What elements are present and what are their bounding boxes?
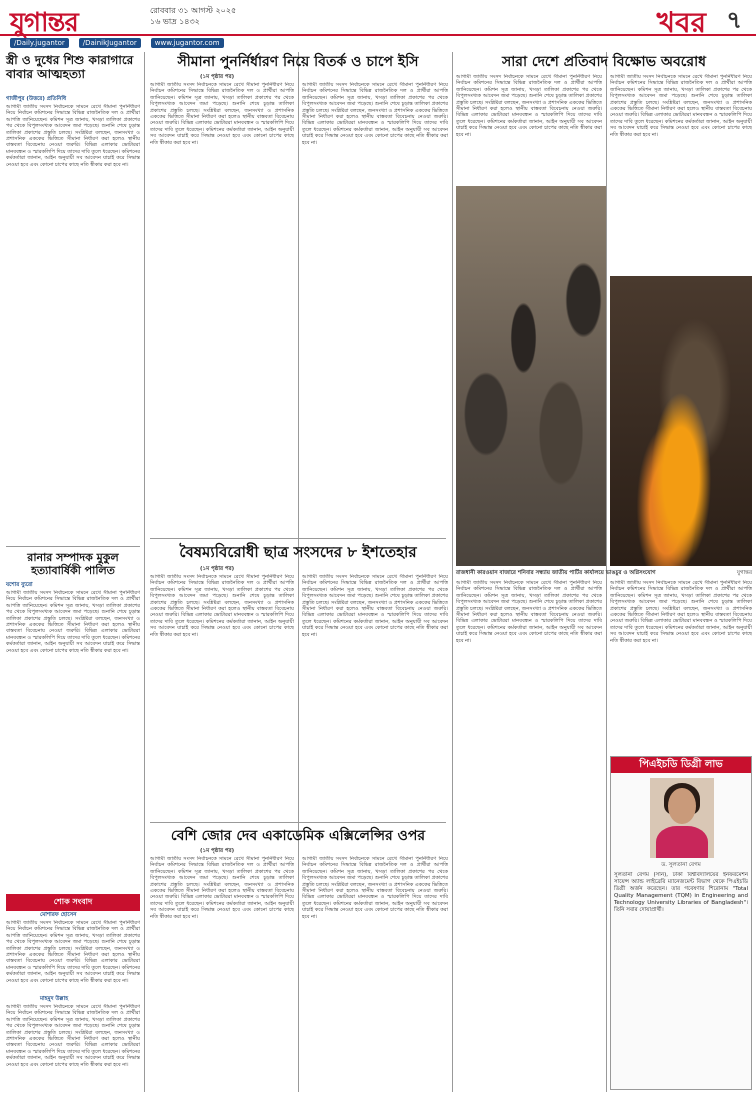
portrait-name: ড. সুলতানা বেগম [661,862,701,868]
article-body: আগামী জাতীয় সংসদ নির্বাচনকে সামনে রেখে সীমানা পুনর্নির্ধারণ নিয়ে নির্বাচন কমিশনের সিদ্ধান্তে বিভিন্ন রাজনৈতিক দল ও প্রার্থীরা আপত্তি জানিয়েছেন। কমিশন সূত্র জানায়, খসড়া তালিকা প্রকাশের পর থেকে বিপুলসংখ্যক আবেদন জমা পড়েছে। শুনানি শেষে চূড়ান্ত তালিকা প্রকাশের প্রস্তুতি চলছে। সংশ্লিষ্টরা বলছেন, জনসংখ্যা ও প্রশাসনিক এককের ভিত্তিতে সীমানা নির্ধারণ করা হলেও স্থানীয় বাস্তবতা বিবেচনায় নেওয়া জরুরি। বিভিন্ন এলাকার ভোটাররা মানববন্ধন ও স্মারকলিপি দিয়ে তাদের দাবি তুলে ধরেছেন। কমিশনের কর্মকর্তারা জানান, আইন অনুযায়ী সব আবেদন যাচাই করে সিদ্ধান্ত নেওয়া হবে এবং কোনো চাপের কাছে নতি স্বীকার করা হবে না। [6,104,140,168]
article-body: আগামী জাতীয় সংসদ নির্বাচনকে সামনে রেখে সীমানা পুনর্নির্ধারণ নিয়ে নির্বাচন কমিশনের সিদ্ধান্তে বিভিন্ন রাজনৈতিক দল ও প্রার্থীরা আপত্তি জানিয়েছেন। কমিশন সূত্র জানায়, খসড়া তালিকা প্রকাশের পর থেকে বিপুলসংখ্যক আবেদন জমা পড়েছে। শুনানি শেষে চূড়ান্ত তালিকা প্রকাশের প্রস্তুতি চলছে। সংশ্লিষ্টরা বলছেন, জনসংখ্যা ও প্রশাসনিক এককের ভিত্তিতে সীমানা নির্ধারণ করা হলেও স্থানীয় বাস্তবতা বিবেচনায় নেওয়া জরুরি। বিভিন্ন এলাকার ভোটাররা মানববন্ধন ও স্মারকলিপি দিয়ে তাদের দাবি তুলে ধরেছেন। কমিশনের কর্মকর্তারা জানান, আইন অনুযায়ী সব আবেদন যাচাই করে সিদ্ধান্ত নেওয়া হবে এবং কোনো চাপের কাছে নতি স্বীকার করা হবে না। [150,856,294,920]
phd-title: পিএইচডি ডিগ্রী লাভ [611,757,751,773]
article-body: আগামী জাতীয় সংসদ নির্বাচনকে সামনে রেখে সীমানা পুনর্নির্ধারণ নিয়ে নির্বাচন কমিশনের সিদ্ধান্তে বিভিন্ন রাজনৈতিক দল ও প্রার্থীরা আপত্তি জানিয়েছেন। কমিশন সূত্র জানায়, খসড়া তালিকা প্রকাশের পর থেকে বিপুলসংখ্যক আবেদন জমা পড়েছে। শুনানি শেষে চূড়ান্ত তালিকা প্রকাশের প্রস্তুতি চলছে। সংশ্লিষ্টরা বলছেন, জনসংখ্যা ও প্রশাসনিক এককের ভিত্তিতে সীমানা নির্ধারণ করা হলেও স্থানীয় বাস্তবতা বিবেচনায় নেওয়া জরুরি। বিভিন্ন এলাকার ভোটাররা মানববন্ধন ও স্মারকলিপি দিয়ে তাদের দাবি তুলে ধরেছেন। কমিশনের কর্মকর্তারা জানান, আইন অনুযায়ী সব আবেদন যাচাই করে সিদ্ধান্ত নেওয়া হবে এবং কোনো চাপের কাছে নতি স্বীকার করা হবে না। [6,590,140,654]
obituary-name: মাহমুদ উল্লাহ [40,996,69,1002]
youtube-link[interactable]: /DainikJugantor [79,38,141,48]
photo-caption: রাজধানী কারওয়ান বাজারে শনিবার সন্ধ্যায় জাতীয় পার্টির কার্যালয়ে ভাঙচুর ও অগ্নিসংযোগ [456,570,656,576]
story-rule [150,538,446,539]
portrait-photo [650,778,714,858]
date-bengali: ১৬ ভাদ্র ১৪৩২ [150,17,200,26]
headline-editor-story: রানার সম্পাদক মুকুল হত্যাবার্ষিকী পালিত [27,551,119,577]
story-rule [150,822,446,823]
obituary-body: আগামী জাতীয় সংসদ নির্বাচনকে সামনে রেখে সীমানা পুনর্নির্ধারণ নিয়ে নির্বাচন কমিশনের সিদ্ধান্তে বিভিন্ন রাজনৈতিক দল ও প্রার্থীরা আপত্তি জানিয়েছেন। কমিশন সূত্র জানায়, খসড়া তালিকা প্রকাশের পর থেকে বিপুলসংখ্যক আবেদন জমা পড়েছে। শুনানি শেষে চূড়ান্ত তালিকা প্রকাশের প্রস্তুতি চলছে। সংশ্লিষ্টরা বলছেন, জনসংখ্যা ও প্রশাসনিক এককের ভিত্তিতে সীমানা নির্ধারণ করা হলেও স্থানীয় বাস্তবতা বিবেচনায় নেওয়া জরুরি। বিভিন্ন এলাকার ভোটাররা মানববন্ধন ও স্মারকলিপি দিয়ে তাদের দাবি তুলে ধরেছেন। কমিশনের কর্মকর্তারা জানান, আইন অনুযায়ী সব আবেদন যাচাই করে সিদ্ধান্ত নেওয়া হবে এবং কোনো চাপের কাছে নতি স্বীকার করা হবে না। [6,1004,140,1068]
protest-photo [456,186,606,566]
obituary-name: মোশারফ হোসেন [40,912,77,918]
photo-credit: যুগান্তর [736,570,752,576]
article-body: আগামী জাতীয় সংসদ নির্বাচনকে সামনে রেখে সীমানা পুনর্নির্ধারণ নিয়ে নির্বাচন কমিশনের সিদ্ধান্তে বিভিন্ন রাজনৈতিক দল ও প্রার্থীরা আপত্তি জানিয়েছেন। কমিশন সূত্র জানায়, খসড়া তালিকা প্রকাশের পর থেকে বিপুলসংখ্যক আবেদন জমা পড়েছে। শুনানি শেষে চূড়ান্ত তালিকা প্রকাশের প্রস্তুতি চলছে। সংশ্লিষ্টরা বলছেন, জনসংখ্যা ও প্রশাসনিক এককের ভিত্তিতে সীমানা নির্ধারণ করা হলেও স্থানীয় বাস্তবতা বিবেচনায় নেওয়া জরুরি। বিভিন্ন এলাকার ভোটাররা মানববন্ধন ও স্মারকলিপি দিয়ে তাদের দাবি তুলে ধরেছেন। কমিশনের কর্মকর্তারা জানান, আইন অনুযায়ী সব আবেদন যাচাই করে সিদ্ধান্ত নেওয়া হবে এবং কোনো চাপের কাছে নতি স্বীকার করা হবে না। [150,574,294,638]
continued-marker: (১ম পৃষ্ঠার পর) [200,848,235,854]
byline-editor-story: যশোর ব্যুরো [6,582,33,588]
social-links [10,38,224,48]
continued-marker: (১ম পৃষ্ঠার পর) [200,566,235,572]
article-body: আগামী জাতীয় সংসদ নির্বাচনকে সামনে রেখে সীমানা পুনর্নির্ধারণ নিয়ে নির্বাচন কমিশনের সিদ্ধান্তে বিভিন্ন রাজনৈতিক দল ও প্রার্থীরা আপত্তি জানিয়েছেন। কমিশন সূত্র জানায়, খসড়া তালিকা প্রকাশের পর থেকে বিপুলসংখ্যক আবেদন জমা পড়েছে। শুনানি শেষে চূড়ান্ত তালিকা প্রকাশের প্রস্তুতি চলছে। সংশ্লিষ্টরা বলছেন, জনসংখ্যা ও প্রশাসনিক এককের ভিত্তিতে সীমানা নির্ধারণ করা হলেও স্থানীয় বাস্তবতা বিবেচনায় নেওয়া জরুরি। বিভিন্ন এলাকার ভোটাররা মানববন্ধন ও স্মারকলিপি দিয়ে তাদের দাবি তুলে ধরেছেন। কমিশনের কর্মকর্তারা জানান, আইন অনুযায়ী সব আবেদন যাচাই করে সিদ্ধান্ত নেওয়া হবে এবং কোনো চাপের কাছে নতি স্বীকার করা হবে না। [302,856,448,920]
byline-child-story: গাজীপুর (উত্তরে) প্রতিনিধি [6,96,67,102]
masthead [0,0,756,39]
headline-academic-story: বেশি জোর দেব একাডেমিক এক্সিলেন্সির ওপর [170,828,426,844]
obituary-title: শোক সংবাদ [6,894,140,911]
section-title: খবর [656,6,706,39]
column-rule [452,52,453,1092]
newspaper-logo: যুগান্তর [10,8,78,38]
phd-description: সুলতানা বেগম (সনি), ঢাকা বিশ্ববিদ্যালয়ের ইনফরমেশন সায়েন্স অ্যান্ড লাইব্রেরি ম্যানেজমেন্ট বিভাগ থেকে পিএইচডি ডিগ্রী অর্জন করেছেন। তার গবেষণার শিরোনাম "Total Quality Management (TQM) in Engineering and Technology University Libraries of Bangladesh"। তিনি সবার দোয়াপ্রার্থী। [614,872,748,913]
fire-photo [610,276,752,566]
story-rule [6,546,140,547]
column-rule [144,52,145,1092]
article-body: আগামী জাতীয় সংসদ নির্বাচনকে সামনে রেখে সীমানা পুনর্নির্ধারণ নিয়ে নির্বাচন কমিশনের সিদ্ধান্তে বিভিন্ন রাজনৈতিক দল ও প্রার্থীরা আপত্তি জানিয়েছেন। কমিশন সূত্র জানায়, খসড়া তালিকা প্রকাশের পর থেকে বিপুলসংখ্যক আবেদন জমা পড়েছে। শুনানি শেষে চূড়ান্ত তালিকা প্রকাশের প্রস্তুতি চলছে। সংশ্লিষ্টরা বলছেন, জনসংখ্যা ও প্রশাসনিক এককের ভিত্তিতে সীমানা নির্ধারণ করা হলেও স্থানীয় বাস্তবতা বিবেচনায় নেওয়া জরুরি। বিভিন্ন এলাকার ভোটাররা মানববন্ধন ও স্মারকলিপি দিয়ে তাদের দাবি তুলে ধরেছেন। কমিশনের কর্মকর্তারা জানান, আইন অনুযায়ী সব আবেদন যাচাই করে সিদ্ধান্ত নেওয়া হবে এবং কোনো চাপের কাছে নতি স্বীকার করা হবে না। [150,82,294,146]
headline-boundary-story: সীমানা পুনর্নির্ধারণ নিয়ে বিতর্ক ও চাপে ইসি [177,54,419,70]
date-gregorian: রোববার ৩১ আগস্ট ২০২৫ [150,6,237,15]
obituary-body: আগামী জাতীয় সংসদ নির্বাচনকে সামনে রেখে সীমানা পুনর্নির্ধারণ নিয়ে নির্বাচন কমিশনের সিদ্ধান্তে বিভিন্ন রাজনৈতিক দল ও প্রার্থীরা আপত্তি জানিয়েছেন। কমিশন সূত্র জানায়, খসড়া তালিকা প্রকাশের পর থেকে বিপুলসংখ্যক আবেদন জমা পড়েছে। শুনানি শেষে চূড়ান্ত তালিকা প্রকাশের প্রস্তুতি চলছে। সংশ্লিষ্টরা বলছেন, জনসংখ্যা ও প্রশাসনিক এককের ভিত্তিতে সীমানা নির্ধারণ করা হলেও স্থানীয় বাস্তবতা বিবেচনায় নেওয়া জরুরি। বিভিন্ন এলাকার ভোটাররা মানববন্ধন ও স্মারকলিপি দিয়ে তাদের দাবি তুলে ধরেছেন। কমিশনের কর্মকর্তারা জানান, আইন অনুযায়ী সব আবেদন যাচাই করে সিদ্ধান্ত নেওয়া হবে এবং কোনো চাপের কাছে নতি স্বীকার করা হবে না। [6,920,140,984]
headline-antidiscrimination-story: বৈষম্যবিরোধী ছাত্র সংসদের ৮ ইশতেহার [179,543,417,561]
website-link[interactable]: www.jugantor.com [151,38,224,48]
article-body: আগামী জাতীয় সংসদ নির্বাচনকে সামনে রেখে সীমানা পুনর্নির্ধারণ নিয়ে নির্বাচন কমিশনের সিদ্ধান্তে বিভিন্ন রাজনৈতিক দল ও প্রার্থীরা আপত্তি জানিয়েছেন। কমিশন সূত্র জানায়, খসড়া তালিকা প্রকাশের পর থেকে বিপুলসংখ্যক আবেদন জমা পড়েছে। শুনানি শেষে চূড়ান্ত তালিকা প্রকাশের প্রস্তুতি চলছে। সংশ্লিষ্টরা বলছেন, জনসংখ্যা ও প্রশাসনিক এককের ভিত্তিতে সীমানা নির্ধারণ করা হলেও স্থানীয় বাস্তবতা বিবেচনায় নেওয়া জরুরি। বিভিন্ন এলাকার ভোটাররা মানববন্ধন ও স্মারকলিপি দিয়ে তাদের দাবি তুলে ধরেছেন। কমিশনের কর্মকর্তারা জানান, আইন অনুযায়ী সব আবেদন যাচাই করে সিদ্ধান্ত নেওয়া হবে এবং কোনো চাপের কাছে নতি স্বীকার করা হবে না। [302,574,448,638]
headline-child-story: স্ত্রী ও দুধের শিশু কারাগারে বাবার আত্মহত্যা [6,53,134,81]
article-body: আগামী জাতীয় সংসদ নির্বাচনকে সামনে রেখে সীমানা পুনর্নির্ধারণ নিয়ে নির্বাচন কমিশনের সিদ্ধান্তে বিভিন্ন রাজনৈতিক দল ও প্রার্থীরা আপত্তি জানিয়েছেন। কমিশন সূত্র জানায়, খসড়া তালিকা প্রকাশের পর থেকে বিপুলসংখ্যক আবেদন জমা পড়েছে। শুনানি শেষে চূড়ান্ত তালিকা প্রকাশের প্রস্তুতি চলছে। সংশ্লিষ্টরা বলছেন, জনসংখ্যা ও প্রশাসনিক এককের ভিত্তিতে সীমানা নির্ধারণ করা হলেও স্থানীয় বাস্তবতা বিবেচনায় নেওয়া জরুরি। বিভিন্ন এলাকার ভোটাররা মানববন্ধন ও স্মারকলিপি দিয়ে তাদের দাবি তুলে ধরেছেন। কমিশনের কর্মকর্তারা জানান, আইন অনুযায়ী সব আবেদন যাচাই করে সিদ্ধান্ত নেওয়া হবে এবং কোনো চাপের কাছে নতি স্বীকার করা হবে না। [610,74,752,138]
page-number: ৭ [726,6,742,34]
issue-date [150,5,236,27]
column-rule [298,52,299,1092]
article-body: আগামী জাতীয় সংসদ নির্বাচনকে সামনে রেখে সীমানা পুনর্নির্ধারণ নিয়ে নির্বাচন কমিশনের সিদ্ধান্তে বিভিন্ন রাজনৈতিক দল ও প্রার্থীরা আপত্তি জানিয়েছেন। কমিশন সূত্র জানায়, খসড়া তালিকা প্রকাশের পর থেকে বিপুলসংখ্যক আবেদন জমা পড়েছে। শুনানি শেষে চূড়ান্ত তালিকা প্রকাশের প্রস্তুতি চলছে। সংশ্লিষ্টরা বলছেন, জনসংখ্যা ও প্রশাসনিক এককের ভিত্তিতে সীমানা নির্ধারণ করা হলেও স্থানীয় বাস্তবতা বিবেচনায় নেওয়া জরুরি। বিভিন্ন এলাকার ভোটাররা মানববন্ধন ও স্মারকলিপি দিয়ে তাদের দাবি তুলে ধরেছেন। কমিশনের কর্মকর্তারা জানান, আইন অনুযায়ী সব আবেদন যাচাই করে সিদ্ধান্ত নেওয়া হবে এবং কোনো চাপের কাছে নতি স্বীকার করা হবে না। [610,580,752,644]
article-body: আগামী জাতীয় সংসদ নির্বাচনকে সামনে রেখে সীমানা পুনর্নির্ধারণ নিয়ে নির্বাচন কমিশনের সিদ্ধান্তে বিভিন্ন রাজনৈতিক দল ও প্রার্থীরা আপত্তি জানিয়েছেন। কমিশন সূত্র জানায়, খসড়া তালিকা প্রকাশের পর থেকে বিপুলসংখ্যক আবেদন জমা পড়েছে। শুনানি শেষে চূড়ান্ত তালিকা প্রকাশের প্রস্তুতি চলছে। সংশ্লিষ্টরা বলছেন, জনসংখ্যা ও প্রশাসনিক এককের ভিত্তিতে সীমানা নির্ধারণ করা হলেও স্থানীয় বাস্তবতা বিবেচনায় নেওয়া জরুরি। বিভিন্ন এলাকার ভোটাররা মানববন্ধন ও স্মারকলিপি দিয়ে তাদের দাবি তুলে ধরেছেন। কমিশনের কর্মকর্তারা জানান, আইন অনুযায়ী সব আবেদন যাচাই করে সিদ্ধান্ত নেওয়া হবে এবং কোনো চাপের কাছে নতি স্বীকার করা হবে না। [456,74,602,138]
facebook-link[interactable]: /Daily.jugantor [10,38,69,48]
article-body: আগামী জাতীয় সংসদ নির্বাচনকে সামনে রেখে সীমানা পুনর্নির্ধারণ নিয়ে নির্বাচন কমিশনের সিদ্ধান্তে বিভিন্ন রাজনৈতিক দল ও প্রার্থীরা আপত্তি জানিয়েছেন। কমিশন সূত্র জানায়, খসড়া তালিকা প্রকাশের পর থেকে বিপুলসংখ্যক আবেদন জমা পড়েছে। শুনানি শেষে চূড়ান্ত তালিকা প্রকাশের প্রস্তুতি চলছে। সংশ্লিষ্টরা বলছেন, জনসংখ্যা ও প্রশাসনিক এককের ভিত্তিতে সীমানা নির্ধারণ করা হলেও স্থানীয় বাস্তবতা বিবেচনায় নেওয়া জরুরি। বিভিন্ন এলাকার ভোটাররা মানববন্ধন ও স্মারকলিপি দিয়ে তাদের দাবি তুলে ধরেছেন। কমিশনের কর্মকর্তারা জানান, আইন অনুযায়ী সব আবেদন যাচাই করে সিদ্ধান্ত নেওয়া হবে এবং কোনো চাপের কাছে নতি স্বীকার করা হবে না। [456,580,602,644]
article-body: আগামী জাতীয় সংসদ নির্বাচনকে সামনে রেখে সীমানা পুনর্নির্ধারণ নিয়ে নির্বাচন কমিশনের সিদ্ধান্তে বিভিন্ন রাজনৈতিক দল ও প্রার্থীরা আপত্তি জানিয়েছেন। কমিশন সূত্র জানায়, খসড়া তালিকা প্রকাশের পর থেকে বিপুলসংখ্যক আবেদন জমা পড়েছে। শুনানি শেষে চূড়ান্ত তালিকা প্রকাশের প্রস্তুতি চলছে। সংশ্লিষ্টরা বলছেন, জনসংখ্যা ও প্রশাসনিক এককের ভিত্তিতে সীমানা নির্ধারণ করা হলেও স্থানীয় বাস্তবতা বিবেচনায় নেওয়া জরুরি। বিভিন্ন এলাকার ভোটাররা মানববন্ধন ও স্মারকলিপি দিয়ে তাদের দাবি তুলে ধরেছেন। কমিশনের কর্মকর্তারা জানান, আইন অনুযায়ী সব আবেদন যাচাই করে সিদ্ধান্ত নেওয়া হবে এবং কোনো চাপের কাছে নতি স্বীকার করা হবে না। [302,82,448,146]
continued-marker: (১ম পৃষ্ঠার পর) [200,74,235,80]
headline-protest-story: সারা দেশে প্রতিবাদ বিক্ষোভ অবরোধ [501,54,707,70]
